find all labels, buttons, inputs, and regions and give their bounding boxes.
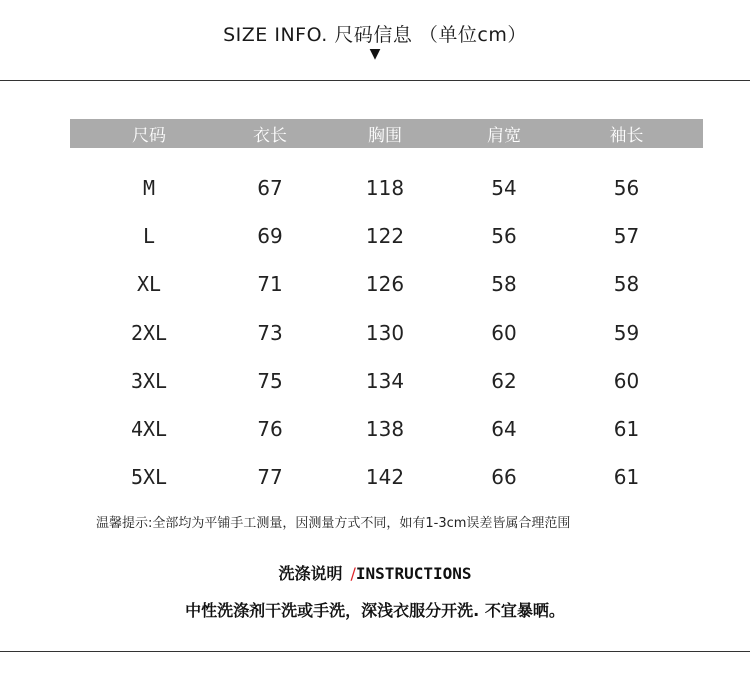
cell-chest: 118 xyxy=(365,176,405,201)
cell-size: M xyxy=(142,176,156,201)
table-row xyxy=(70,453,703,501)
cell-length: 67 xyxy=(257,176,283,201)
table-row xyxy=(70,260,703,308)
column-header-chest: 胸围 xyxy=(368,126,402,146)
table-row xyxy=(70,309,703,357)
cell-sleeve: 61 xyxy=(613,417,640,442)
cell-sleeve: 60 xyxy=(613,368,640,393)
instructions-slash: / xyxy=(350,564,356,583)
instructions-title-en: INSTRUCTIONS xyxy=(355,564,472,583)
cell-shoulder: 66 xyxy=(491,465,517,490)
table-row xyxy=(70,212,703,260)
cell-shoulder: 64 xyxy=(491,417,517,442)
measurement-note: 温馨提示:全部均为平铺手工测量，因测量方式不同，如有1-3cm误差皆属合理范围 xyxy=(96,516,571,531)
cell-size: 4XL xyxy=(130,417,168,442)
cell-size: L xyxy=(142,224,156,249)
cell-chest: 126 xyxy=(365,272,405,297)
cell-shoulder: 60 xyxy=(491,320,517,345)
cell-size: 5XL xyxy=(130,465,168,490)
cell-length: 73 xyxy=(257,320,283,345)
cell-shoulder: 62 xyxy=(491,368,517,393)
page-title: SIZE INFO. 尺码信息 （单位cm） xyxy=(223,24,527,46)
cell-sleeve: 61 xyxy=(613,465,640,490)
table-row xyxy=(70,357,703,405)
size-table-body xyxy=(70,164,703,501)
cell-chest: 142 xyxy=(365,465,405,490)
size-table-header xyxy=(70,119,703,148)
down-arrow-icon: ▼ xyxy=(369,46,381,62)
cell-chest: 134 xyxy=(365,368,405,393)
instructions-heading xyxy=(0,561,750,584)
cell-length: 69 xyxy=(257,224,283,249)
cell-length: 71 xyxy=(257,272,283,297)
cell-shoulder: 56 xyxy=(491,224,517,249)
table-row xyxy=(70,164,703,212)
cell-sleeve: 59 xyxy=(613,320,640,345)
top-divider xyxy=(0,80,750,81)
column-header-sleeve: 袖长 xyxy=(609,126,644,146)
cell-size: 3XL xyxy=(130,368,168,393)
cell-size: 2XL xyxy=(130,320,168,345)
cell-chest: 138 xyxy=(365,417,405,442)
cell-length: 75 xyxy=(257,368,283,393)
cell-size: XL xyxy=(136,272,162,297)
column-header-size: 尺码 xyxy=(132,126,166,146)
instructions-text: 中性洗涤剂干洗或手洗，深浅衣服分开洗. 不宜暴晒。 xyxy=(185,601,565,620)
column-header-shoulder: 肩宽 xyxy=(487,126,521,146)
column-header-length: 衣长 xyxy=(253,126,287,146)
table-row xyxy=(70,405,703,453)
cell-length: 76 xyxy=(257,417,283,442)
cell-shoulder: 58 xyxy=(491,272,517,297)
cell-chest: 130 xyxy=(365,320,405,345)
instructions-title-cn: 洗涤说明 xyxy=(278,564,343,583)
cell-sleeve: 58 xyxy=(613,272,640,297)
cell-length: 77 xyxy=(257,465,283,490)
cell-chest: 122 xyxy=(365,224,405,249)
cell-shoulder: 54 xyxy=(491,176,517,201)
bottom-divider xyxy=(0,651,750,652)
cell-sleeve: 56 xyxy=(613,176,640,201)
cell-sleeve: 57 xyxy=(613,224,640,249)
